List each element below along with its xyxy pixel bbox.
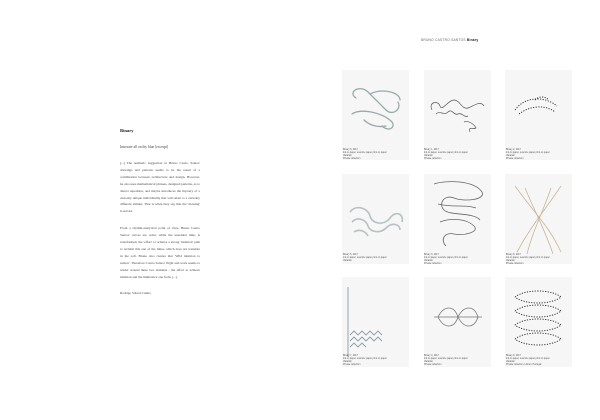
plate-image: [342, 70, 409, 160]
essay-author: Rodrigo Sobral Cunha: [120, 290, 151, 295]
plate-image: [505, 277, 572, 367]
plate-caption: [424, 355, 494, 367]
caption-collection: Private collection: [424, 158, 442, 160]
caption-note: Variation: [506, 155, 515, 157]
plate-caption: [506, 254, 576, 266]
plate-caption: [343, 149, 413, 161]
caption-collection: Private collection, Lisbon, Portugal: [506, 364, 542, 366]
dotted-rings-drawing: [505, 277, 572, 367]
caption-medium: Ink on paper, oversize paper print on paper: [506, 257, 550, 259]
caption-collection: Private collection: [506, 263, 524, 265]
plate-image: [342, 277, 409, 367]
caption-note: Variation: [343, 155, 352, 157]
caption-medium: Ink on paper, oversize paper print on paper: [343, 257, 387, 259]
plate-image: [424, 277, 491, 367]
caption-medium: Ink on paper, oversize paper print on paper: [343, 358, 387, 360]
essay-paragraph: From a rhythm-analytical point of view, Bruno Castro Santos' curves are order, while the unsettled time, is transformed; the 'effort' to achieve a strong 'intuition' path to reclaim this one of the times, which does not translate in the soft. Bruno also creates that 'Wild intuition to reduce'. Therefore Castro Santos' flight and work seems to render around these two domains - the effort to achieve intuition and the immersive one from. [...]: [120, 226, 200, 279]
header-title: Binary: [466, 38, 479, 42]
caption-note: Variation: [424, 361, 433, 363]
plate-image: [424, 174, 491, 264]
caption-collection: Private collection: [424, 263, 442, 265]
caption-title: Binary 3, 2017: [424, 254, 439, 256]
caption-note: Variation: [424, 260, 433, 262]
caption-title: Binary 2, 2017: [506, 149, 521, 151]
plate-image: [342, 174, 409, 264]
running-header: [421, 38, 478, 42]
plate-image: [505, 174, 572, 264]
header-prefix: BRUNO CASTRO SANTOS: [421, 38, 467, 42]
plate-caption: [506, 149, 576, 161]
caption-collection: Private collection: [424, 364, 442, 366]
caption-medium: Ink on paper, oversize paper print on paper: [424, 358, 468, 360]
caption-collection: Private collection: [343, 158, 361, 160]
dotted-curve-drawing: [505, 70, 572, 160]
plate-caption: [424, 149, 494, 161]
plate-caption: [424, 254, 494, 266]
essay-subtitle: Innovate all on thy blue [excerpt]: [120, 145, 168, 149]
plate-image: [505, 70, 572, 160]
plate-image: [424, 70, 491, 160]
chain-drawing: [424, 174, 491, 264]
caption-title: Binary 5, 2017: [343, 254, 358, 256]
essay-title: Binary: [120, 128, 134, 133]
plate-caption: [506, 355, 576, 367]
loop-drawing: [424, 70, 491, 160]
zigzag-drawing: [342, 277, 409, 367]
caption-note: Variation: [343, 361, 352, 363]
caption-title: Binary 6, 2017: [343, 149, 358, 151]
caption-note: Variation: [343, 260, 352, 262]
caption-collection: Private collection: [343, 364, 361, 366]
caption-medium: Ink on paper, oversize paper print on paper: [343, 152, 387, 154]
caption-note: Variation: [424, 155, 433, 157]
caption-title: Binary 1, 2017: [424, 149, 439, 151]
caption-title: Binary 4, 2017: [424, 355, 439, 357]
hook-shapes-drawing: [342, 70, 409, 160]
caption-medium: Ink on paper, oversize paper print on paper: [424, 257, 468, 259]
crossed-lines-drawing: [505, 174, 572, 264]
caption-collection: Private collection: [506, 158, 524, 160]
caption-medium: Ink on paper, oversize paper print on paper: [506, 358, 550, 360]
plate-caption: [343, 355, 413, 367]
plate-caption: [343, 254, 413, 263]
caption-title: Binary 7, 2017: [343, 355, 358, 357]
caption-medium: Ink on paper, oversize paper print on paper: [424, 152, 468, 154]
caption-note: Variation: [506, 260, 515, 262]
caption-title: Binary 9, 2017: [506, 355, 521, 357]
caption-note: Variation: [506, 361, 515, 363]
leaf-forms-drawing: [424, 277, 491, 367]
caption-title: Binary 8, 2017: [506, 254, 521, 256]
caption-medium: Ink on paper, oversize paper print on paper: [506, 152, 550, 154]
essay-paragraph: [...] The aesthetic suggestion in Bruno Castro Santos' drawings and patterns seems to be the result of a combination between architecture and design. However, he also uses mathematical phrases, designed patterns, as to distort repetition, and maybe introduces the mystery of a curiosity unique individuality that will relate to a curiosity different similes. That is when they say that the 'drawing' is solved.: [120, 161, 200, 214]
soft-loops-drawing: [342, 174, 409, 264]
essay-column: [120, 128, 200, 295]
